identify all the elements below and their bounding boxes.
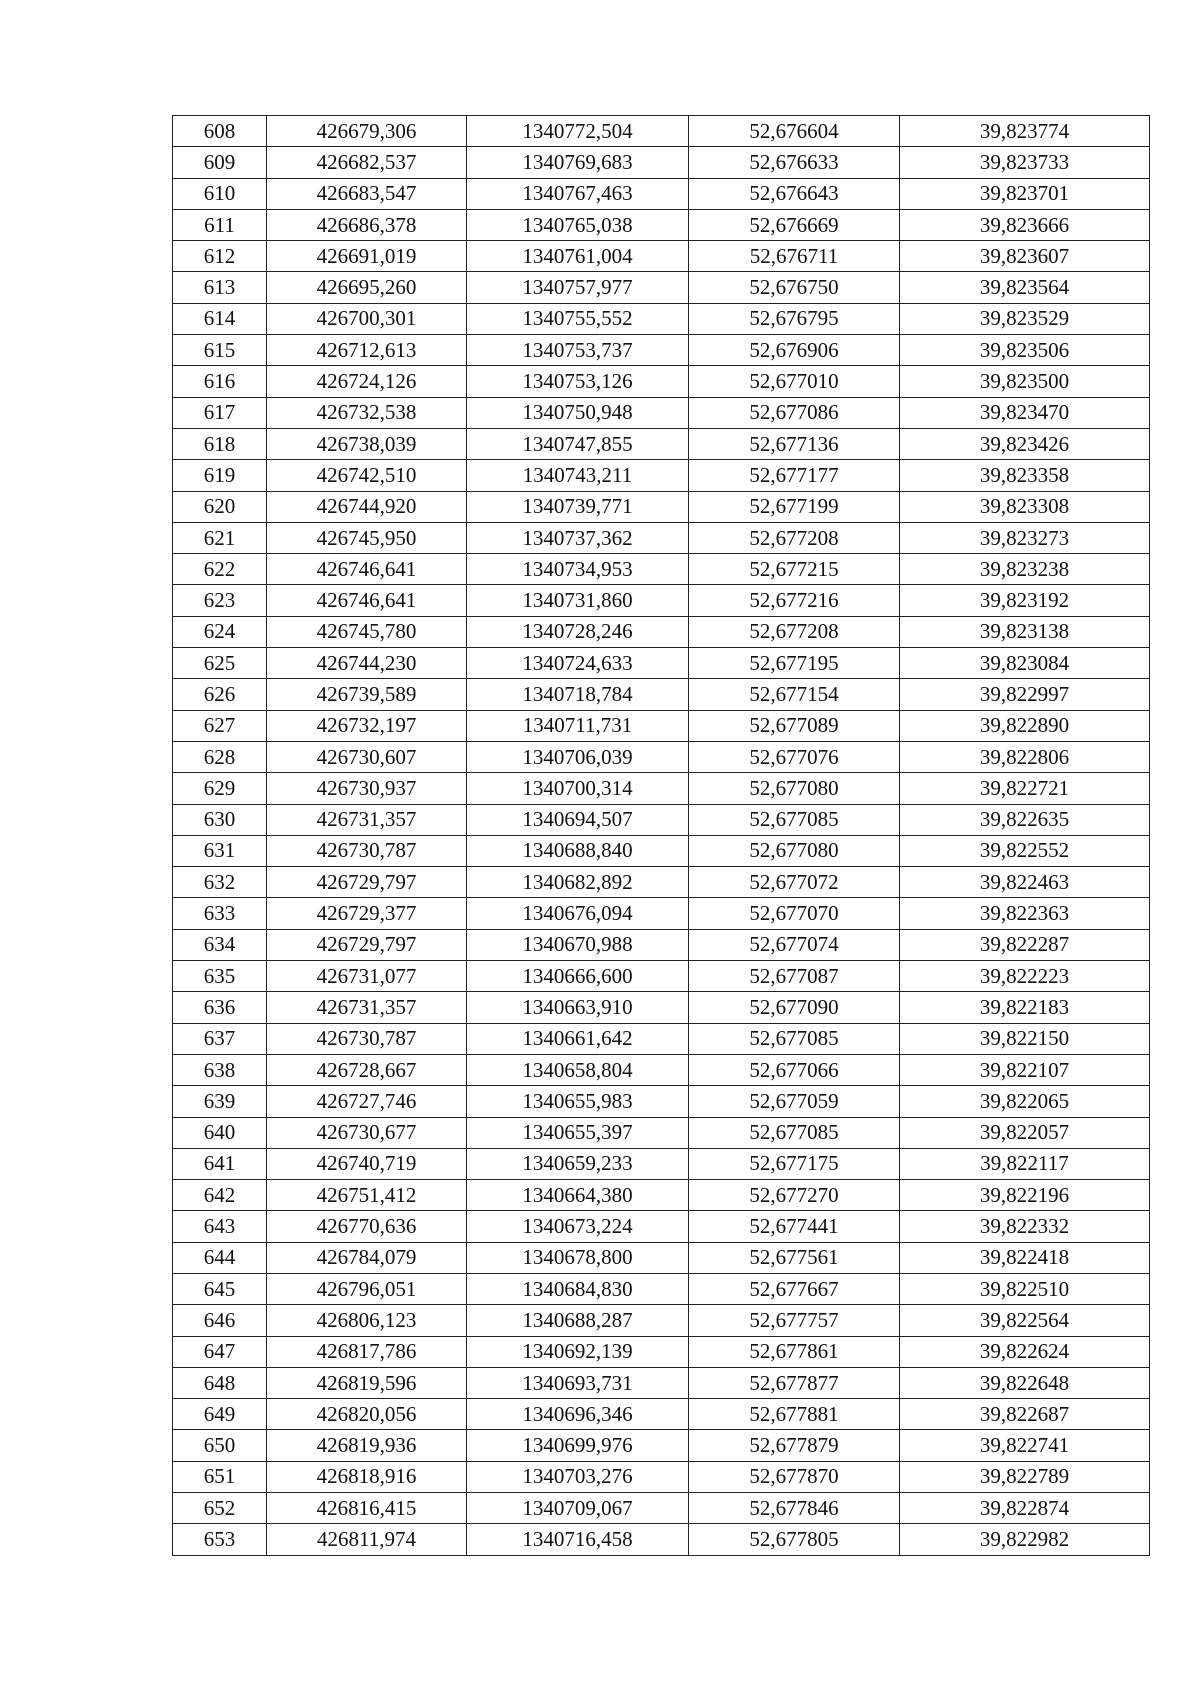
table-row <box>173 1211 1150 1242</box>
point-number-cell: 618 <box>173 428 267 459</box>
latitude-cell: 52,677070 <box>689 898 900 929</box>
x-coordinate-cell: 426817,786 <box>267 1336 467 1367</box>
x-coordinate-cell: 426811,974 <box>267 1524 467 1555</box>
latitude-cell: 52,676711 <box>689 241 900 272</box>
table-row <box>173 554 1150 585</box>
x-coordinate-cell: 426727,746 <box>267 1086 467 1117</box>
y-coordinate-cell: 1340684,830 <box>467 1273 689 1304</box>
table-row <box>173 1242 1150 1273</box>
y-coordinate-cell: 1340700,314 <box>467 773 689 804</box>
x-coordinate-cell: 426796,051 <box>267 1273 467 1304</box>
point-number-cell: 640 <box>173 1117 267 1148</box>
point-number-cell: 628 <box>173 741 267 772</box>
y-coordinate-cell: 1340747,855 <box>467 428 689 459</box>
x-coordinate-cell: 426683,547 <box>267 178 467 209</box>
longitude-cell: 39,822552 <box>900 835 1150 866</box>
table-row <box>173 1117 1150 1148</box>
y-coordinate-cell: 1340694,507 <box>467 804 689 835</box>
table-row <box>173 1273 1150 1304</box>
latitude-cell: 52,676669 <box>689 209 900 240</box>
y-coordinate-cell: 1340718,784 <box>467 679 689 710</box>
y-coordinate-cell: 1340728,246 <box>467 616 689 647</box>
longitude-cell: 39,822890 <box>900 710 1150 741</box>
longitude-cell: 39,822183 <box>900 992 1150 1023</box>
y-coordinate-cell: 1340731,860 <box>467 585 689 616</box>
table-row <box>173 1524 1150 1555</box>
x-coordinate-cell: 426691,019 <box>267 241 467 272</box>
latitude-cell: 52,676750 <box>689 272 900 303</box>
table-row <box>173 804 1150 835</box>
table-row <box>173 1148 1150 1179</box>
table-row <box>173 961 1150 992</box>
point-number-cell: 638 <box>173 1054 267 1085</box>
y-coordinate-cell: 1340753,126 <box>467 366 689 397</box>
y-coordinate-cell: 1340673,224 <box>467 1211 689 1242</box>
latitude-cell: 52,677080 <box>689 835 900 866</box>
latitude-cell: 52,677086 <box>689 397 900 428</box>
x-coordinate-cell: 426818,916 <box>267 1461 467 1492</box>
table-row <box>173 1054 1150 1085</box>
table-row <box>173 428 1150 459</box>
point-number-cell: 625 <box>173 648 267 679</box>
table-row <box>173 209 1150 240</box>
longitude-cell: 39,822117 <box>900 1148 1150 1179</box>
latitude-cell: 52,677059 <box>689 1086 900 1117</box>
longitude-cell: 39,823564 <box>900 272 1150 303</box>
x-coordinate-cell: 426732,197 <box>267 710 467 741</box>
latitude-cell: 52,676906 <box>689 335 900 366</box>
y-coordinate-cell: 1340688,840 <box>467 835 689 866</box>
point-number-cell: 609 <box>173 147 267 178</box>
x-coordinate-cell: 426729,377 <box>267 898 467 929</box>
longitude-cell: 39,822687 <box>900 1399 1150 1430</box>
point-number-cell: 610 <box>173 178 267 209</box>
table-row <box>173 335 1150 366</box>
longitude-cell: 39,823358 <box>900 460 1150 491</box>
table-row <box>173 835 1150 866</box>
latitude-cell: 52,677216 <box>689 585 900 616</box>
point-number-cell: 653 <box>173 1524 267 1555</box>
x-coordinate-cell: 426686,378 <box>267 209 467 240</box>
point-number-cell: 630 <box>173 804 267 835</box>
table-row <box>173 679 1150 710</box>
x-coordinate-cell: 426700,301 <box>267 303 467 334</box>
point-number-cell: 650 <box>173 1430 267 1461</box>
point-number-cell: 652 <box>173 1493 267 1524</box>
y-coordinate-cell: 1340661,642 <box>467 1023 689 1054</box>
latitude-cell: 52,677087 <box>689 961 900 992</box>
longitude-cell: 39,822624 <box>900 1336 1150 1367</box>
x-coordinate-cell: 426816,415 <box>267 1493 467 1524</box>
point-number-cell: 647 <box>173 1336 267 1367</box>
latitude-cell: 52,677136 <box>689 428 900 459</box>
y-coordinate-cell: 1340743,211 <box>467 460 689 491</box>
x-coordinate-cell: 426745,950 <box>267 522 467 553</box>
point-number-cell: 632 <box>173 867 267 898</box>
y-coordinate-cell: 1340688,287 <box>467 1305 689 1336</box>
y-coordinate-cell: 1340693,731 <box>467 1367 689 1398</box>
table-row <box>173 741 1150 772</box>
point-number-cell: 622 <box>173 554 267 585</box>
latitude-cell: 52,677085 <box>689 1117 900 1148</box>
latitude-cell: 52,677076 <box>689 741 900 772</box>
table-row <box>173 397 1150 428</box>
longitude-cell: 39,823506 <box>900 335 1150 366</box>
x-coordinate-cell: 426746,641 <box>267 554 467 585</box>
point-number-cell: 626 <box>173 679 267 710</box>
table-row <box>173 460 1150 491</box>
table-row <box>173 178 1150 209</box>
point-number-cell: 624 <box>173 616 267 647</box>
point-number-cell: 633 <box>173 898 267 929</box>
latitude-cell: 52,676633 <box>689 147 900 178</box>
latitude-cell: 52,677441 <box>689 1211 900 1242</box>
y-coordinate-cell: 1340655,983 <box>467 1086 689 1117</box>
latitude-cell: 52,677861 <box>689 1336 900 1367</box>
point-number-cell: 643 <box>173 1211 267 1242</box>
latitude-cell: 52,676795 <box>689 303 900 334</box>
x-coordinate-cell: 426730,677 <box>267 1117 467 1148</box>
latitude-cell: 52,677175 <box>689 1148 900 1179</box>
y-coordinate-cell: 1340755,552 <box>467 303 689 334</box>
y-coordinate-cell: 1340703,276 <box>467 1461 689 1492</box>
y-coordinate-cell: 1340699,976 <box>467 1430 689 1461</box>
point-number-cell: 648 <box>173 1367 267 1398</box>
y-coordinate-cell: 1340682,892 <box>467 867 689 898</box>
table-row <box>173 773 1150 804</box>
longitude-cell: 39,822635 <box>900 804 1150 835</box>
latitude-cell: 52,677270 <box>689 1180 900 1211</box>
y-coordinate-cell: 1340737,362 <box>467 522 689 553</box>
point-number-cell: 611 <box>173 209 267 240</box>
point-number-cell: 634 <box>173 929 267 960</box>
x-coordinate-cell: 426738,039 <box>267 428 467 459</box>
table-row <box>173 147 1150 178</box>
table-row <box>173 992 1150 1023</box>
point-number-cell: 639 <box>173 1086 267 1117</box>
coordinates-table-body <box>173 116 1150 1556</box>
table-row <box>173 1180 1150 1211</box>
y-coordinate-cell: 1340757,977 <box>467 272 689 303</box>
y-coordinate-cell: 1340706,039 <box>467 741 689 772</box>
y-coordinate-cell: 1340761,004 <box>467 241 689 272</box>
point-number-cell: 614 <box>173 303 267 334</box>
latitude-cell: 52,677154 <box>689 679 900 710</box>
latitude-cell: 52,677074 <box>689 929 900 960</box>
longitude-cell: 39,822196 <box>900 1180 1150 1211</box>
point-number-cell: 623 <box>173 585 267 616</box>
latitude-cell: 52,676643 <box>689 178 900 209</box>
latitude-cell: 52,677177 <box>689 460 900 491</box>
longitude-cell: 39,822874 <box>900 1493 1150 1524</box>
longitude-cell: 39,822806 <box>900 741 1150 772</box>
longitude-cell: 39,823701 <box>900 178 1150 209</box>
latitude-cell: 52,677561 <box>689 1242 900 1273</box>
x-coordinate-cell: 426732,538 <box>267 397 467 428</box>
table-row <box>173 116 1150 147</box>
table-row <box>173 1367 1150 1398</box>
table-row <box>173 1336 1150 1367</box>
x-coordinate-cell: 426682,537 <box>267 147 467 178</box>
table-row <box>173 867 1150 898</box>
longitude-cell: 39,822223 <box>900 961 1150 992</box>
x-coordinate-cell: 426784,079 <box>267 1242 467 1273</box>
longitude-cell: 39,822287 <box>900 929 1150 960</box>
y-coordinate-cell: 1340676,094 <box>467 898 689 929</box>
longitude-cell: 39,822982 <box>900 1524 1150 1555</box>
latitude-cell: 52,677805 <box>689 1524 900 1555</box>
longitude-cell: 39,822648 <box>900 1367 1150 1398</box>
latitude-cell: 52,677010 <box>689 366 900 397</box>
table-row <box>173 1493 1150 1524</box>
point-number-cell: 649 <box>173 1399 267 1430</box>
latitude-cell: 52,677085 <box>689 1023 900 1054</box>
table-row <box>173 710 1150 741</box>
x-coordinate-cell: 426739,589 <box>267 679 467 710</box>
longitude-cell: 39,823529 <box>900 303 1150 334</box>
y-coordinate-cell: 1340663,910 <box>467 992 689 1023</box>
y-coordinate-cell: 1340692,139 <box>467 1336 689 1367</box>
x-coordinate-cell: 426820,056 <box>267 1399 467 1430</box>
longitude-cell: 39,823084 <box>900 648 1150 679</box>
table-row <box>173 585 1150 616</box>
longitude-cell: 39,822721 <box>900 773 1150 804</box>
y-coordinate-cell: 1340666,600 <box>467 961 689 992</box>
y-coordinate-cell: 1340765,038 <box>467 209 689 240</box>
x-coordinate-cell: 426695,260 <box>267 272 467 303</box>
longitude-cell: 39,822564 <box>900 1305 1150 1336</box>
latitude-cell: 52,677757 <box>689 1305 900 1336</box>
longitude-cell: 39,823273 <box>900 522 1150 553</box>
table-row <box>173 491 1150 522</box>
latitude-cell: 52,677066 <box>689 1054 900 1085</box>
longitude-cell: 39,823666 <box>900 209 1150 240</box>
point-number-cell: 615 <box>173 335 267 366</box>
y-coordinate-cell: 1340670,988 <box>467 929 689 960</box>
y-coordinate-cell: 1340716,458 <box>467 1524 689 1555</box>
point-number-cell: 617 <box>173 397 267 428</box>
x-coordinate-cell: 426751,412 <box>267 1180 467 1211</box>
coordinates-table <box>172 115 1150 1556</box>
x-coordinate-cell: 426806,123 <box>267 1305 467 1336</box>
y-coordinate-cell: 1340658,804 <box>467 1054 689 1085</box>
table-row <box>173 1305 1150 1336</box>
y-coordinate-cell: 1340659,233 <box>467 1148 689 1179</box>
x-coordinate-cell: 426712,613 <box>267 335 467 366</box>
latitude-cell: 52,677080 <box>689 773 900 804</box>
latitude-cell: 52,677085 <box>689 804 900 835</box>
x-coordinate-cell: 426730,607 <box>267 741 467 772</box>
y-coordinate-cell: 1340696,346 <box>467 1399 689 1430</box>
table-row <box>173 1399 1150 1430</box>
longitude-cell: 39,823138 <box>900 616 1150 647</box>
table-row <box>173 1461 1150 1492</box>
point-number-cell: 620 <box>173 491 267 522</box>
longitude-cell: 39,823500 <box>900 366 1150 397</box>
x-coordinate-cell: 426819,596 <box>267 1367 467 1398</box>
y-coordinate-cell: 1340750,948 <box>467 397 689 428</box>
x-coordinate-cell: 426728,667 <box>267 1054 467 1085</box>
longitude-cell: 39,823733 <box>900 147 1150 178</box>
table-row <box>173 272 1150 303</box>
y-coordinate-cell: 1340753,737 <box>467 335 689 366</box>
x-coordinate-cell: 426679,306 <box>267 116 467 147</box>
x-coordinate-cell: 426744,230 <box>267 648 467 679</box>
latitude-cell: 52,677877 <box>689 1367 900 1398</box>
table-row <box>173 616 1150 647</box>
longitude-cell: 39,823426 <box>900 428 1150 459</box>
longitude-cell: 39,822997 <box>900 679 1150 710</box>
x-coordinate-cell: 426731,357 <box>267 992 467 1023</box>
table-row <box>173 522 1150 553</box>
latitude-cell: 52,677199 <box>689 491 900 522</box>
longitude-cell: 39,822363 <box>900 898 1150 929</box>
point-number-cell: 645 <box>173 1273 267 1304</box>
table-row <box>173 1023 1150 1054</box>
longitude-cell: 39,822057 <box>900 1117 1150 1148</box>
x-coordinate-cell: 426729,797 <box>267 867 467 898</box>
table-row <box>173 1430 1150 1461</box>
longitude-cell: 39,822510 <box>900 1273 1150 1304</box>
latitude-cell: 52,677089 <box>689 710 900 741</box>
y-coordinate-cell: 1340769,683 <box>467 147 689 178</box>
x-coordinate-cell: 426742,510 <box>267 460 467 491</box>
x-coordinate-cell: 426819,936 <box>267 1430 467 1461</box>
latitude-cell: 52,677208 <box>689 616 900 647</box>
point-number-cell: 612 <box>173 241 267 272</box>
latitude-cell: 52,677090 <box>689 992 900 1023</box>
point-number-cell: 642 <box>173 1180 267 1211</box>
table-row <box>173 929 1150 960</box>
latitude-cell: 52,677215 <box>689 554 900 585</box>
point-number-cell: 635 <box>173 961 267 992</box>
table-row <box>173 366 1150 397</box>
point-number-cell: 613 <box>173 272 267 303</box>
y-coordinate-cell: 1340678,800 <box>467 1242 689 1273</box>
point-number-cell: 629 <box>173 773 267 804</box>
longitude-cell: 39,822741 <box>900 1430 1150 1461</box>
longitude-cell: 39,823607 <box>900 241 1150 272</box>
x-coordinate-cell: 426731,357 <box>267 804 467 835</box>
x-coordinate-cell: 426731,077 <box>267 961 467 992</box>
latitude-cell: 52,677879 <box>689 1430 900 1461</box>
point-number-cell: 631 <box>173 835 267 866</box>
x-coordinate-cell: 426730,787 <box>267 1023 467 1054</box>
y-coordinate-cell: 1340711,731 <box>467 710 689 741</box>
longitude-cell: 39,822107 <box>900 1054 1150 1085</box>
longitude-cell: 39,823470 <box>900 397 1150 428</box>
latitude-cell: 52,677881 <box>689 1399 900 1430</box>
point-number-cell: 637 <box>173 1023 267 1054</box>
table-row <box>173 648 1150 679</box>
longitude-cell: 39,823192 <box>900 585 1150 616</box>
point-number-cell: 641 <box>173 1148 267 1179</box>
y-coordinate-cell: 1340739,771 <box>467 491 689 522</box>
point-number-cell: 621 <box>173 522 267 553</box>
point-number-cell: 608 <box>173 116 267 147</box>
y-coordinate-cell: 1340772,504 <box>467 116 689 147</box>
point-number-cell: 646 <box>173 1305 267 1336</box>
latitude-cell: 52,677195 <box>689 648 900 679</box>
y-coordinate-cell: 1340664,380 <box>467 1180 689 1211</box>
latitude-cell: 52,676604 <box>689 116 900 147</box>
point-number-cell: 651 <box>173 1461 267 1492</box>
latitude-cell: 52,677072 <box>689 867 900 898</box>
table-row <box>173 898 1150 929</box>
point-number-cell: 636 <box>173 992 267 1023</box>
y-coordinate-cell: 1340709,067 <box>467 1493 689 1524</box>
y-coordinate-cell: 1340734,953 <box>467 554 689 585</box>
longitude-cell: 39,822463 <box>900 867 1150 898</box>
longitude-cell: 39,823238 <box>900 554 1150 585</box>
x-coordinate-cell: 426730,787 <box>267 835 467 866</box>
table-row <box>173 241 1150 272</box>
point-number-cell: 616 <box>173 366 267 397</box>
x-coordinate-cell: 426744,920 <box>267 491 467 522</box>
x-coordinate-cell: 426730,937 <box>267 773 467 804</box>
x-coordinate-cell: 426740,719 <box>267 1148 467 1179</box>
x-coordinate-cell: 426745,780 <box>267 616 467 647</box>
point-number-cell: 627 <box>173 710 267 741</box>
y-coordinate-cell: 1340655,397 <box>467 1117 689 1148</box>
longitude-cell: 39,822332 <box>900 1211 1150 1242</box>
y-coordinate-cell: 1340767,463 <box>467 178 689 209</box>
longitude-cell: 39,823308 <box>900 491 1150 522</box>
latitude-cell: 52,677846 <box>689 1493 900 1524</box>
x-coordinate-cell: 426729,797 <box>267 929 467 960</box>
longitude-cell: 39,822418 <box>900 1242 1150 1273</box>
longitude-cell: 39,823774 <box>900 116 1150 147</box>
x-coordinate-cell: 426724,126 <box>267 366 467 397</box>
point-number-cell: 644 <box>173 1242 267 1273</box>
table-row <box>173 1086 1150 1117</box>
longitude-cell: 39,822789 <box>900 1461 1150 1492</box>
latitude-cell: 52,677208 <box>689 522 900 553</box>
x-coordinate-cell: 426746,641 <box>267 585 467 616</box>
point-number-cell: 619 <box>173 460 267 491</box>
y-coordinate-cell: 1340724,633 <box>467 648 689 679</box>
latitude-cell: 52,677667 <box>689 1273 900 1304</box>
table-row <box>173 303 1150 334</box>
x-coordinate-cell: 426770,636 <box>267 1211 467 1242</box>
longitude-cell: 39,822065 <box>900 1086 1150 1117</box>
longitude-cell: 39,822150 <box>900 1023 1150 1054</box>
latitude-cell: 52,677870 <box>689 1461 900 1492</box>
